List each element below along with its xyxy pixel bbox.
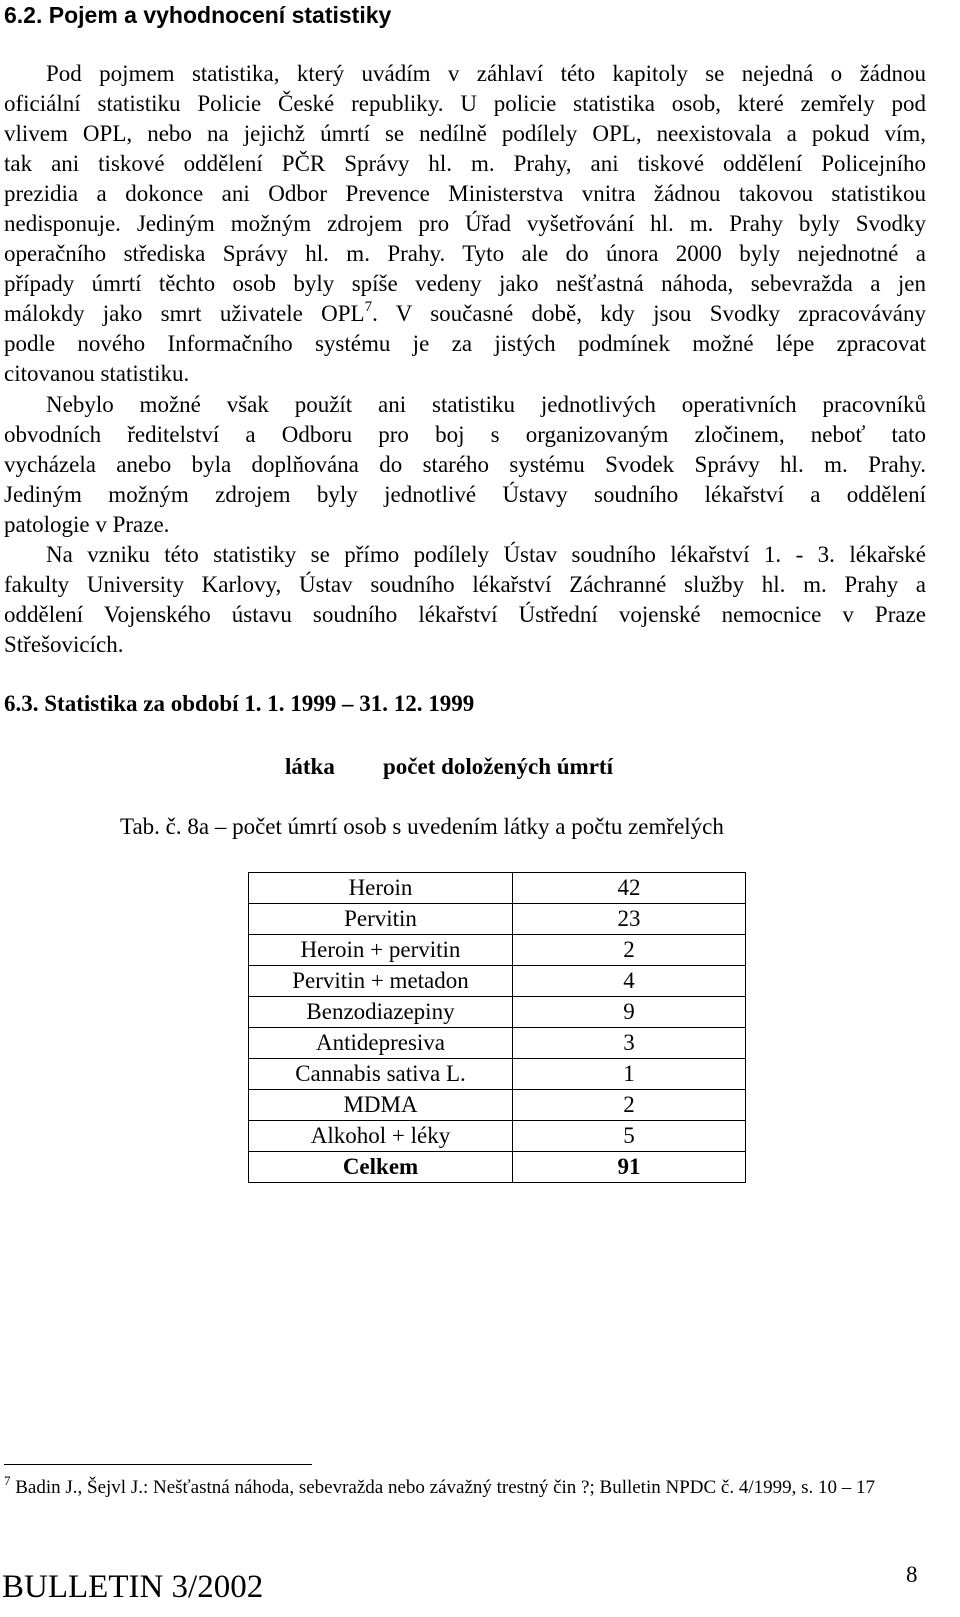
text-line: Na vzniku této statistiky se přímo podílely Ústav soudního lékařství 1. - 3. lékařské — [46, 542, 926, 567]
table-row — [249, 1090, 746, 1121]
table-row — [249, 1028, 746, 1059]
text-segment: . V současné době, kdy jsou Svodky zpracovávány — [372, 301, 926, 326]
death-count-cell: 42 — [513, 873, 746, 904]
paragraph-contributors — [4, 540, 926, 660]
substance-cell: Antidepresiva — [249, 1028, 513, 1059]
substance-cell: Cannabis sativa L. — [249, 1059, 513, 1090]
death-count-cell: 23 — [513, 904, 746, 935]
text-line: obvodních ředitelství a Odboru pro boj s organizovaným zločinem, neboť tato — [4, 422, 926, 447]
page-number: 8 — [906, 1562, 918, 1587]
text-line: vycházela anebo byla doplňována do starého systému Svodek Správy hl. m. Prahy. — [4, 452, 926, 477]
paragraph-statistics-definition — [4, 59, 926, 389]
substance-cell: Alkohol + léky — [249, 1121, 513, 1152]
total-value-cell: 91 — [513, 1152, 746, 1183]
substance-cell: Heroin + pervitin — [249, 935, 513, 966]
table-row — [249, 935, 746, 966]
death-count-cell: 9 — [513, 997, 746, 1028]
text-line-with-footnote-ref — [4, 299, 926, 329]
text-line: citovanou statistiku. — [4, 361, 190, 386]
death-count-cell: 2 — [513, 1090, 746, 1121]
column-header-substance: látka — [285, 754, 335, 779]
section-heading: 6.2. Pojem a vyhodnocení statistiky — [4, 2, 392, 28]
text-line: Střešovicích. — [4, 632, 124, 657]
footnote-separator — [4, 1464, 312, 1465]
text-line: Pod pojmem statistika, který uvádím v záhlaví této kapitoly se nejedná o žádnou — [46, 61, 926, 86]
footnote-text: Badin J., Šejvl J.: Nešťastná náhoda, sebevražda nebo závažný trestný čin ?; Bulletin NPDC č. 4/1999, s. 10 – 17 — [10, 1477, 876, 1498]
table-total-row — [249, 1152, 746, 1183]
death-count-cell: 1 — [513, 1059, 746, 1090]
text-line: patologie v Praze. — [4, 512, 170, 537]
death-count-cell: 4 — [513, 966, 746, 997]
table-caption: Tab. č. 8a – počet úmrtí osob s uvedením látky a počtu zemřelých — [120, 814, 724, 839]
substance-cell: Benzodiazepiny — [249, 997, 513, 1028]
column-header-count: počet doložených úmrtí — [383, 754, 613, 779]
footnote — [4, 1474, 926, 1502]
footnote-number: 7 — [4, 1473, 11, 1488]
text-line: vlivem OPL, nebo na jejichž úmrtí se nedílně podílely OPL, neexistovala a pokud vím, — [4, 121, 926, 146]
death-count-cell: 3 — [513, 1028, 746, 1059]
text-line: oficiální statistiku Policie České republiky. U policie statistika osob, které zemřely pod — [4, 91, 926, 116]
substance-cell: Heroin — [249, 873, 513, 904]
total-label-cell: Celkem — [249, 1152, 513, 1183]
substance-cell: MDMA — [249, 1090, 513, 1121]
text-line: fakulty University Karlovy, Ústav soudního lékařství Záchranné služby hl. m. Prahy a — [4, 572, 926, 597]
section-heading-statistics-period: 6.3. Statistika za období 1. 1. 1999 – 31. 12. 1999 — [4, 691, 475, 716]
table-row — [249, 873, 746, 904]
table-row — [249, 1059, 746, 1090]
death-count-cell: 2 — [513, 935, 746, 966]
table-row — [249, 966, 746, 997]
footnote-reference: 7 — [364, 299, 373, 315]
substance-cell: Pervitin — [249, 904, 513, 935]
deaths-table — [248, 872, 746, 1183]
text-segment: málokdy jako smrt uživatele OPL — [4, 301, 365, 326]
text-line: případy úmrtí těchto osob byly spíše vedeny jako nešťastná náhoda, sebevražda a jen — [4, 271, 926, 296]
table-row — [249, 904, 746, 935]
text-line: podle nového Informačního systému je za jistých podmínek možné lépe zpracovat — [4, 331, 926, 356]
text-line: Jediným možným zdrojem byly jednotlivé Ústavy soudního lékařství a oddělení — [4, 482, 926, 507]
death-count-cell: 5 — [513, 1121, 746, 1152]
table-row — [249, 997, 746, 1028]
text-line: prezidia a dokonce ani Odbor Prevence Ministerstva vnitra žádnou takovou statistikou — [4, 181, 926, 206]
text-line: Nebylo možné však použít ani statistiku jednotlivých operativních pracovníků — [46, 392, 926, 417]
text-line: oddělení Vojenského ústavu soudního lékařství Ústřední vojenské nemocnice v Praze — [4, 602, 926, 627]
text-line: tak ani tiskové oddělení PČR Správy hl. m. Prahy, ani tiskové oddělení Policejního — [4, 151, 926, 176]
text-line: nedisponuje. Jediným možným zdrojem pro Úřad vyšetřování hl. m. Prahy byly Svodky — [4, 211, 926, 236]
table-row — [249, 1121, 746, 1152]
text-line: operačního střediska Správy hl. m. Prahy. Tyto ale do února 2000 byly nejednotné a — [4, 241, 926, 266]
deaths-table-body — [249, 873, 746, 1183]
publication-footer: BULLETIN 3/2002 — [2, 1569, 264, 1605]
paragraph-other-sources — [4, 390, 926, 540]
substance-cell: Pervitin + metadon — [249, 966, 513, 997]
